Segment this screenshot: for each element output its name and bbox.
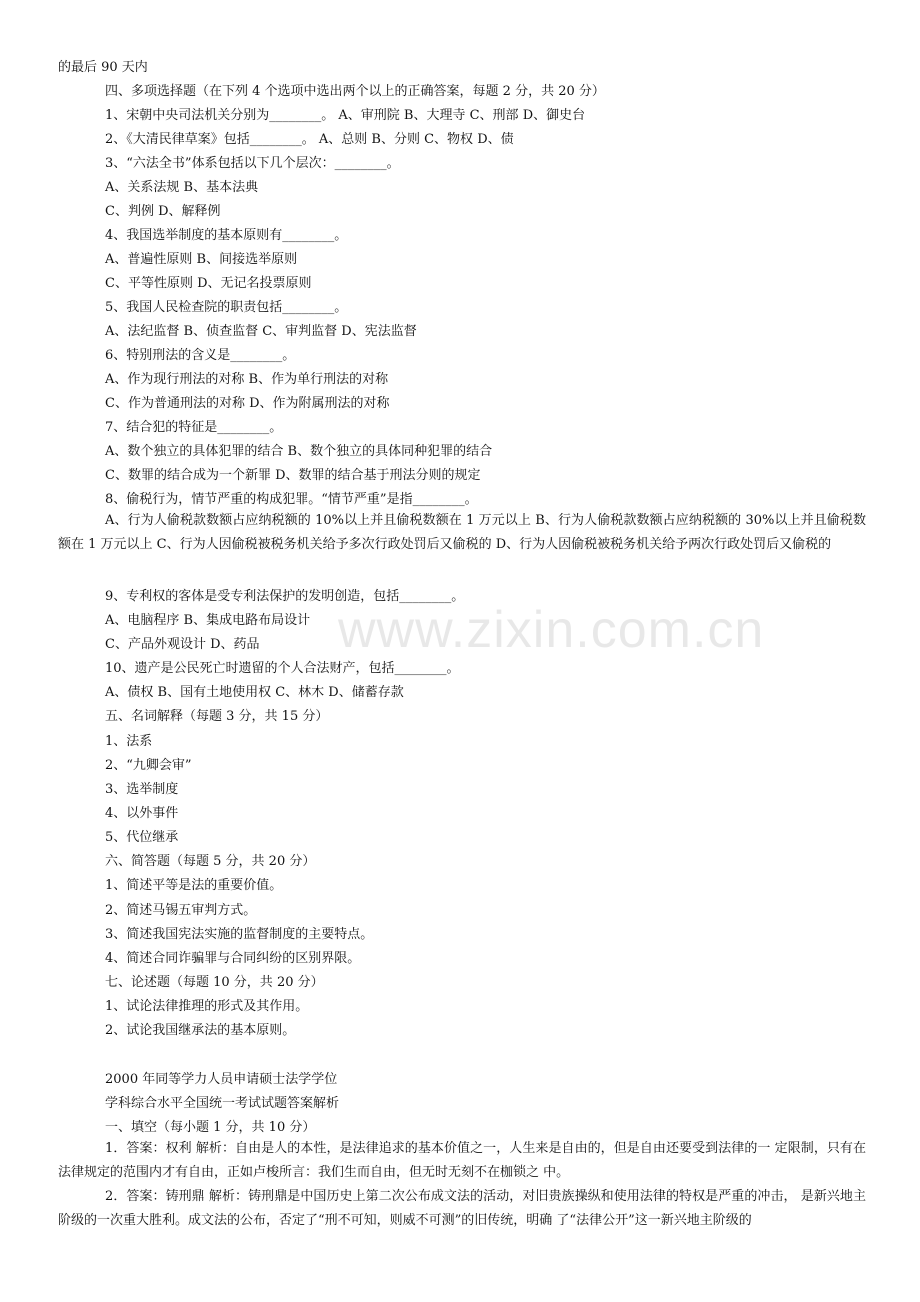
option-line: A、数个独立的具体犯罪的结合 B、数个独立的具体同种犯罪的结合	[105, 444, 493, 459]
question-line: 9、专利权的客体是受专利法保护的发明创造，包括________。	[105, 589, 465, 604]
question-line: 6、特别刑法的含义是________。	[105, 348, 296, 363]
question-line: 4、我国选举制度的基本原则有________。	[105, 228, 348, 243]
question-line: 1、法系	[105, 734, 153, 749]
question-line: 2、简述马锡五审判方式。	[105, 903, 257, 918]
question-line: 1、宋朝中央司法机关分别为________。 A、审刑院 B、大理寺 C、刑部 D、御史台	[105, 108, 586, 123]
answer-title-line-2: 学科综合水平全国统一考试试题答案解析	[105, 1096, 340, 1111]
option-line: A、作为现行刑法的对称 B、作为单行刑法的对称	[105, 372, 389, 387]
question-line: 7、结合犯的特征是________。	[105, 420, 283, 435]
question-line: 3、简述我国宪法实施的监督制度的主要特点。	[105, 927, 374, 942]
watermark: www.zixin.com.cn	[338, 601, 765, 659]
question-line: 1、简述平等是法的重要价值。	[105, 878, 283, 893]
option-line: C、平等性原则 D、无记名投票原则	[105, 276, 312, 291]
section-heading-essay: 七、论述题（每题 10 分，共 20 分）	[105, 975, 324, 990]
section-heading-short-answer: 六、简答题（每题 5 分，共 20 分）	[105, 854, 316, 869]
section-heading-multiple-choice: 四、多项选择题（在下列 4 个选项中选出两个以上的正确答案，每题 2 分，共 20 分）	[105, 84, 605, 99]
option-line: A、债权 B、国有土地使用权 C、林木 D、储蓄存款	[105, 685, 404, 700]
option-line: A、普遍性原则 B、间接选举原则	[105, 252, 298, 267]
answer-paragraph: 1．答案：权利 解析：自由是人的本性，是法律追求的基本价值之一，人生来是自由的，但是自由还要受到法律的一 定限制，只有在法律规定的范围内才有自由，正如卢梭所言：我们生而自由，但无时无刻不在枷锁之 中。	[58, 1141, 866, 1180]
question-line: 4、以外事件	[105, 806, 179, 821]
question-line: 2、试论我国继承法的基本原则。	[105, 1023, 296, 1038]
option-line: A、法纪监督 B、侦查监督 C、审判监督 D、宪法监督	[105, 324, 417, 339]
question-line: 5、我国人民检查院的职责包括________。	[105, 300, 348, 315]
question-line: 2、“九卿会审”	[105, 758, 192, 773]
section-heading-terms: 五、名词解释（每题 3 分，共 15 分）	[105, 709, 329, 724]
section-heading-fill-blank: 一、填空（每小题 1 分，共 10 分）	[105, 1120, 316, 1135]
option-line: C、数罪的结合成为一个新罪 D、数罪的结合基于刑法分则的规定	[105, 468, 481, 483]
option-line: C、判例 D、解释例	[105, 204, 221, 219]
question-line: 2、《大清民律草案》包括________。 A、总则 B、分则 C、物权 D、债	[105, 132, 514, 147]
question-line: 3、选举制度	[105, 782, 179, 797]
option-paragraph: A、行为人偷税款数额占应纳税额的 10%以上并且偷税数额在 1 万元以上 B、行为人偷税款数额占应纳税额的 30%以上并且偷税数额在 1 万元以上 C、行为人因偷税被税务机关给予多次行政处罚后又偷税的 D、行为人因偷税被税务机关给予两次行政处罚后又偷税的	[58, 513, 866, 552]
answer-title-line-1: 2000 年同等学力人员申请硕士法学学位	[105, 1072, 338, 1087]
question-line: 4、简述合同诈骗罪与合同纠纷的区别界限。	[105, 951, 361, 966]
option-line: A、关系法规 B、基本法典	[105, 180, 259, 195]
text-line: 的最后 90 天内	[58, 60, 148, 75]
question-line: 5、代位继承	[105, 830, 179, 845]
option-line: C、作为普通刑法的对称 D、作为附属刑法的对称	[105, 396, 390, 411]
question-line: 1、试论法律推理的形式及其作用。	[105, 999, 309, 1014]
answer-paragraph: 2．答案：铸刑鼎 解析：铸刑鼎是中国历史上第二次公布成文法的活动，对旧贵族操纵和使用法律的特权是严重的冲击， 是新兴地主阶级的一次重大胜利。成文法的公布，否定了“刑不可知，则威不可测”的旧传统，明确 了“法律公开”这一新兴地主阶级的	[58, 1189, 866, 1228]
option-line: C、产品外观设计 D、药品	[105, 637, 260, 652]
question-line: 3、“六法全书”体系包括以下几个层次：________。	[105, 156, 400, 171]
question-line: 8、偷税行为，情节严重的构成犯罪。“情节严重”是指________。	[105, 492, 478, 507]
question-line: 10、遗产是公民死亡时遗留的个人合法财产，包括________。	[105, 661, 460, 676]
option-line: A、电脑程序 B、集成电路布局设计	[105, 613, 311, 628]
